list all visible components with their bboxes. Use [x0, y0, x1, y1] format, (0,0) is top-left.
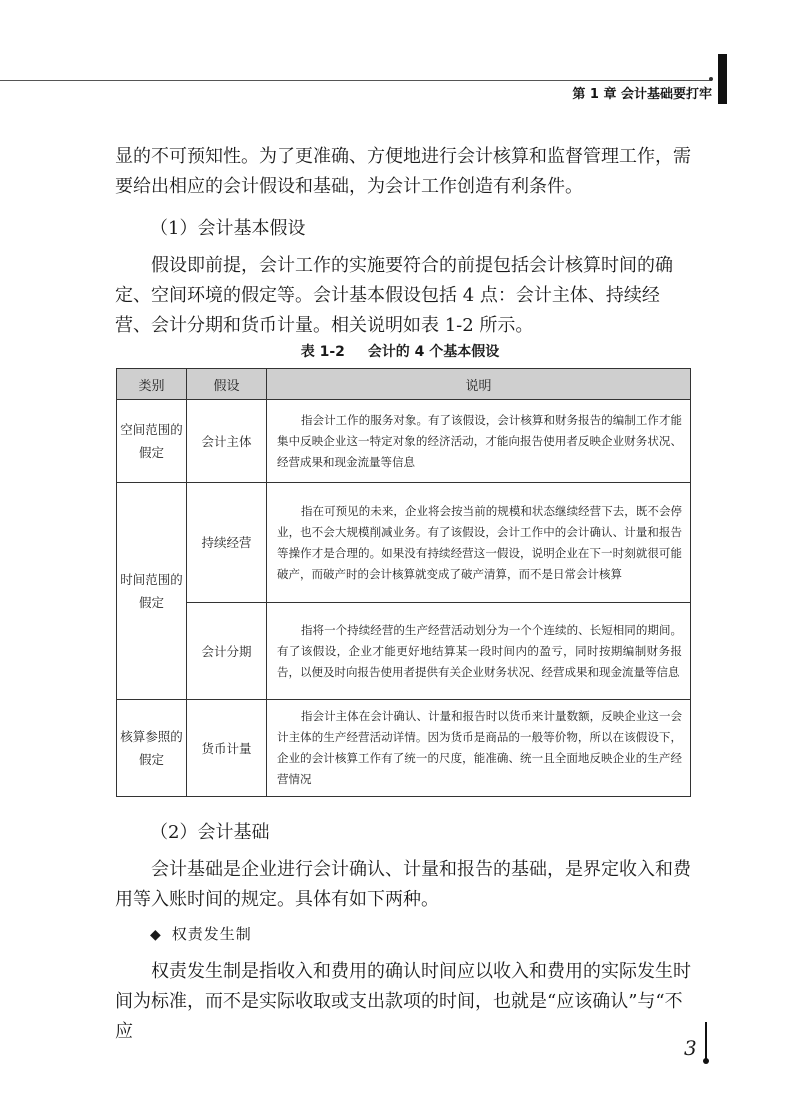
- header-bar: [718, 54, 727, 104]
- assumption-desc-cell: 指将一个持续经营的生产经营活动划分为一个个连续的、长短相同的期间。有了该假设，企业才能更好地结算某一段时间内的盈亏，同时按期编制财务报告，以便及时向报告使用者提供有关企业财务状况、经营成果和现金流量等信息: [267, 603, 691, 700]
- assumptions-table: [116, 368, 691, 797]
- assumption-desc-cell: 指会计工作的服务对象。有了该假设，会计核算和财务报告的编制工作才能集中反映企业这一特定对象的经济活动，才能向报告使用者反映企业财务状况、经营成果和现金流量等信息: [267, 400, 691, 483]
- table-header-category: 类别: [117, 369, 187, 400]
- table-row: [117, 700, 691, 797]
- table-header-assumption: 假设: [187, 369, 267, 400]
- bullet-label: 权责发生制: [171, 925, 252, 943]
- page-number: 3: [684, 1036, 697, 1060]
- paragraph-assumptions: 假设即前提，会计工作的实施要符合的前提包括会计核算时间的确定、空间环境的假定等。会计基本假设包括 4 点：会计主体、持续经营、会计分期和货币计量。相关说明如表 1-2 所示。: [115, 255, 673, 336]
- category-cell: 核算参照的假定: [117, 700, 187, 797]
- chapter-title: 第 1 章 会计基础要打牢: [572, 87, 712, 102]
- page-marker-dot: [703, 1058, 709, 1064]
- assumption-name-cell: 持续经营: [187, 483, 267, 603]
- assumption-name-cell: 货币计量: [187, 700, 267, 797]
- paragraph-accrual: 权责发生制是指收入和费用的确认时间应以收入和费用的实际发生时间为标准，而不是实际收取或支出款项的时间，也就是“应该确认”与“不应: [115, 961, 691, 1042]
- assumption-desc-cell: 指会计主体在会计确认、计量和报告时以货币来计量数额，反映企业这一会计主体的生产经营活动详情。因为货币是商品的一般等价物，所以在该假设下，企业的会计核算工作有了统一的尺度，能准确、统一且全面地反映企业的生产经营情况: [267, 700, 691, 797]
- header-rule: [0, 80, 712, 81]
- table-header-row: [117, 369, 691, 400]
- diamond-bullet-icon: ◆: [150, 927, 162, 943]
- assumption-desc-cell: 指在可预见的未来，企业将会按当前的规模和状态继续经营下去，既不会停业，也不会大规模削减业务。有了该假设，会计工作中的会计确认、计量和报告等操作才是合理的。如果没有持续经营这一假设，说明企业在下一时刻就很可能破产，而破产时的会计核算就变成了破产清算，而不是日常会计核算: [267, 483, 691, 603]
- assumption-name-cell: 会计分期: [187, 603, 267, 700]
- table-row: [117, 400, 691, 483]
- table-row: [117, 483, 691, 603]
- page-marker: [705, 1022, 707, 1060]
- table-caption-number: 表 1-2: [300, 344, 345, 360]
- paragraph-intro: 显的不可预知性。为了更准确、方便地进行会计核算和监督管理工作，需要给出相应的会计假设和基础，为会计工作创造有利条件。: [115, 146, 691, 197]
- table-caption: [0, 341, 800, 361]
- assumption-name-cell: 会计主体: [187, 400, 267, 483]
- heading-basic-assumptions: （1）会计基本假设: [150, 218, 306, 239]
- category-cell: 时间范围的假定: [117, 483, 187, 700]
- table-row: [117, 603, 691, 700]
- table-caption-title: 会计的 4 个基本假设: [367, 344, 500, 360]
- header-dot: [709, 77, 713, 81]
- category-cell: 空间范围的假定: [117, 400, 187, 483]
- paragraph-basis: 会计基础是企业进行会计确认、计量和报告的基础，是界定收入和费用等入账时间的规定。具体有如下两种。: [115, 859, 691, 910]
- table-header-description: 说明: [267, 369, 691, 400]
- bullet-accrual: [150, 922, 252, 947]
- heading-accounting-basis: （2）会计基础: [150, 822, 270, 843]
